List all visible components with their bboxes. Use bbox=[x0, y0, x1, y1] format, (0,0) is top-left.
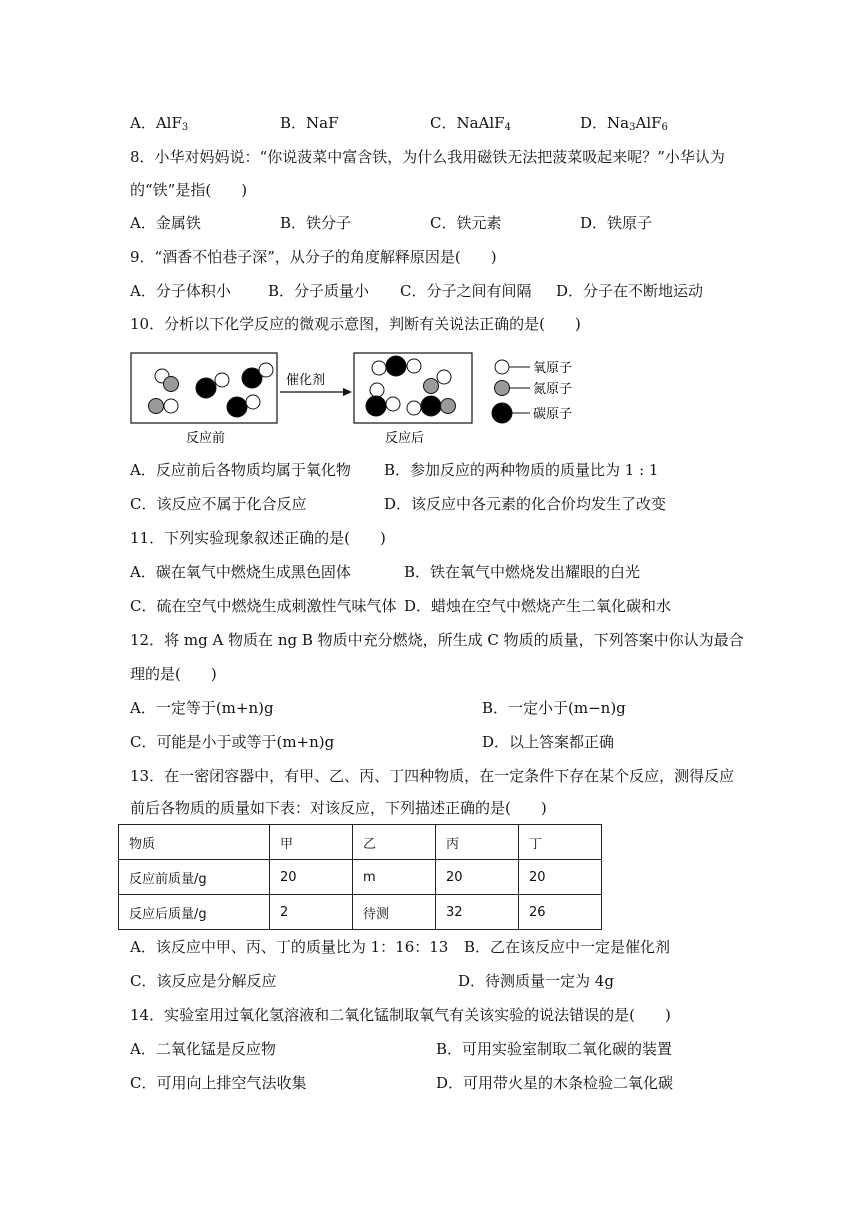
table-cell: 物质 bbox=[119, 825, 270, 860]
q12-stem-line1: 12．将 mg A 物质在 ng B 物质中充分燃烧，所生成 C 物质的质量，下列答案中你认为最合 bbox=[130, 631, 744, 649]
q13-option-a: A．该反应中甲、丙、丁的质量比为 1：16：13 bbox=[130, 938, 449, 956]
mass-table bbox=[118, 824, 602, 930]
q7-option-d: D．$Na_3AlF_6$ bbox=[580, 114, 668, 133]
table-row bbox=[119, 895, 602, 930]
table-cell: 26 bbox=[519, 895, 602, 930]
q10-stem: 10．分析以下化学反应的微观示意图，判断有关说法正确的是( ) bbox=[130, 315, 581, 333]
q7-option-b: B．NaF bbox=[280, 114, 339, 132]
q11-option-a: A．碳在氧气中燃烧生成黑色固体 bbox=[130, 563, 351, 581]
legend-carbon-label: 碳原子 bbox=[533, 407, 573, 422]
q13-option-b: B．乙在该反应中一定是催化剂 bbox=[464, 938, 671, 956]
q10-option-a: A．反应前后各物质均属于氧化物 bbox=[130, 461, 351, 479]
before-label: 反应前 bbox=[186, 431, 226, 446]
q13-option-c: C．该反应是分解反应 bbox=[130, 972, 277, 990]
q12-option-c: C．可能是小于或等于(m+n)g bbox=[130, 733, 335, 751]
q12-stem-line2: 理的是( ) bbox=[130, 665, 217, 683]
legend-oxygen-label: 氧原子 bbox=[533, 361, 573, 376]
q11-option-c: C．硫在空气中燃烧生成刺激性气味气体 bbox=[130, 597, 397, 615]
q13-stem-line2: 前后各物质的质量如下表：对该反应，下列描述正确的是( ) bbox=[130, 799, 547, 817]
table-cell: 丙 bbox=[436, 825, 519, 860]
q11-option-d: D．蜡烛在空气中燃烧产生二氧化碳和水 bbox=[404, 597, 672, 615]
table-cell: 20 bbox=[270, 860, 353, 895]
table-cell: 丁 bbox=[519, 825, 602, 860]
after-label: 反应后 bbox=[385, 431, 425, 446]
q8-option-c: C．铁元素 bbox=[430, 214, 502, 232]
q10-option-b: B．参加反应的两种物质的质量比为 1 : 1 bbox=[384, 461, 659, 479]
q14-option-d: D．可用带火星的木条检验二氧化碳 bbox=[436, 1074, 674, 1092]
q14-stem: 14．实验室用过氧化氢溶液和二氧化锰制取氧气有关该实验的说法错误的是( ) bbox=[130, 1006, 671, 1024]
q8-stem-line1: 8．小华对妈妈说：“你说菠菜中富含铁，为什么我用磁铁无法把菠菜吸起来呢？”小华认为 bbox=[130, 148, 725, 166]
q9-option-d: D．分子在不断地运动 bbox=[556, 282, 704, 300]
reaction-diagram bbox=[130, 350, 600, 448]
q10-option-c: C．该反应不属于化合反应 bbox=[130, 495, 307, 513]
q11-option-b: B．铁在氧气中燃烧发出耀眼的白光 bbox=[404, 563, 641, 581]
table-cell: 反应后质量/g bbox=[119, 895, 270, 930]
q9-option-c: C．分子之间有间隔 bbox=[400, 282, 532, 300]
legend bbox=[492, 360, 530, 423]
table-cell: 20 bbox=[519, 860, 602, 895]
q8-stem-line2: 的“铁”是指( ) bbox=[130, 181, 248, 199]
q13-stem-line1: 13．在一密闭容器中，有甲、乙、丙、丁四种物质，在一定条件下存在某个反应，测得反应 bbox=[130, 767, 735, 785]
q14-option-a: A．二氧化锰是反应物 bbox=[130, 1040, 276, 1058]
q7-option-c: C．NaAlF$_4$ bbox=[430, 114, 511, 133]
q12-option-a: A．一定等于(m+n)g bbox=[130, 699, 274, 717]
table-cell: 20 bbox=[436, 860, 519, 895]
table-cell: m bbox=[353, 860, 436, 895]
table-row bbox=[119, 825, 602, 860]
q8-option-a: A．金属铁 bbox=[130, 214, 201, 232]
q7-option-a: A．AlF$_3$ bbox=[130, 114, 189, 133]
q12-option-d: D．以上答案都正确 bbox=[482, 733, 615, 751]
q9-option-a: A．分子体积小 bbox=[130, 282, 231, 300]
table-cell: 反应前质量/g bbox=[119, 860, 270, 895]
q9-option-b: B．分子质量小 bbox=[268, 282, 370, 300]
table-cell: 待测 bbox=[353, 895, 436, 930]
catalyst-label: 催化剂 bbox=[286, 373, 326, 388]
q9-stem: 9．“酒香不怕巷子深”，从分子的角度解释原因是( ) bbox=[130, 248, 497, 266]
q13-option-d: D．待测质量一定为 4g bbox=[458, 972, 614, 990]
q12-option-b: B．一定小于(m−n)g bbox=[482, 699, 626, 717]
table-row bbox=[119, 860, 602, 895]
table-cell: 甲 bbox=[270, 825, 353, 860]
table-cell: 2 bbox=[270, 895, 353, 930]
table-cell: 乙 bbox=[353, 825, 436, 860]
table-cell: 32 bbox=[436, 895, 519, 930]
q14-option-c: C．可用向上排空气法收集 bbox=[130, 1074, 307, 1092]
q11-stem: 11．下列实验现象叙述正确的是( ) bbox=[130, 529, 386, 547]
q8-option-d: D．铁原子 bbox=[580, 214, 653, 232]
legend-nitrogen-label: 氮原子 bbox=[533, 382, 573, 397]
q14-option-b: B．可用实验室制取二氧化碳的装置 bbox=[436, 1040, 673, 1058]
q8-option-b: B．铁分子 bbox=[280, 214, 352, 232]
q10-option-d: D．该反应中各元素的化合价均发生了改变 bbox=[384, 495, 667, 513]
